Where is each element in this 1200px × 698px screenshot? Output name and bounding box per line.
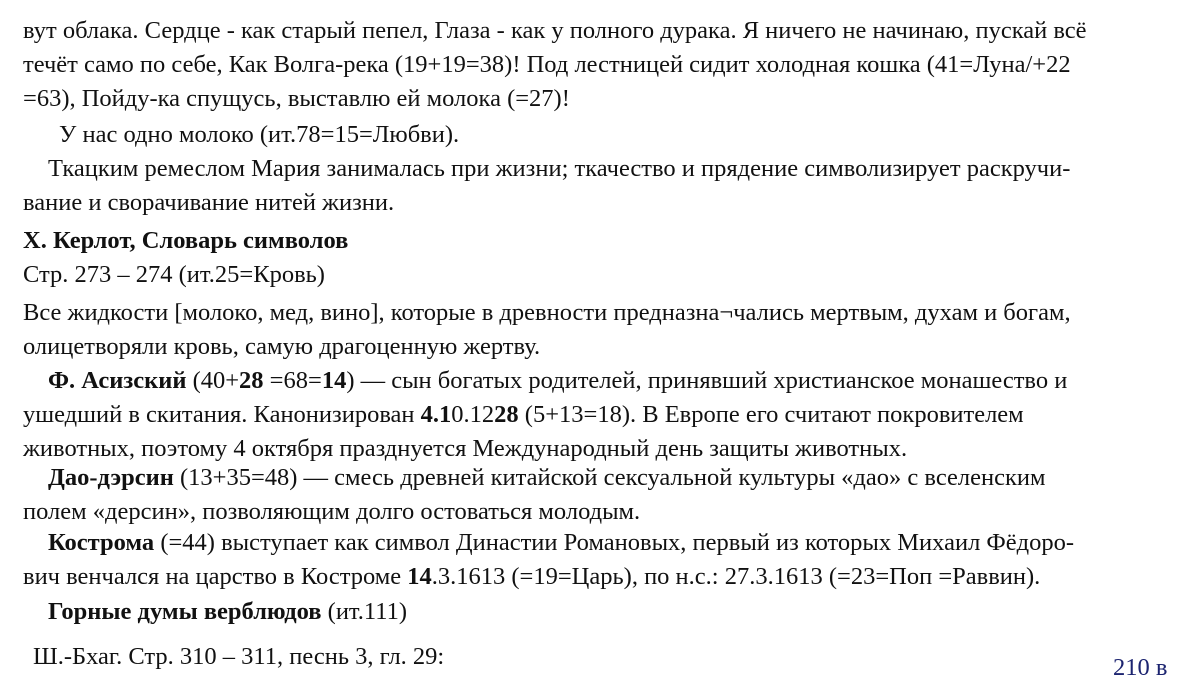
entry-text: .3.1613 (=19=Царь), по н.с.: 27.3.1613 (=23=Поп =Раввин). [431, 563, 1041, 590]
section-heading: Х. Керлот, Словарь символов [23, 227, 349, 254]
text-line [23, 403, 1024, 428]
entry-text: ) — сын богатых родителей, принявший христианское монашество и [346, 367, 1068, 394]
text-line: вание и сворачивание нитей жизни. [23, 189, 395, 216]
entry-text: ушедший в скитания. Канонизирован [23, 401, 421, 428]
text-line: У нас одно молоко (ит.78=15=Любви). [59, 121, 460, 148]
entry-kostroma [48, 531, 1074, 556]
text-line: Все жидкости [молоко, мед, вино], которые в древности предназна¬чались мертвым, духам и богам, [23, 299, 1071, 326]
entry-text: (13+35=48) — смесь древней китайской сексуальной культуры «дао» с вселенским [173, 464, 1046, 491]
text-line: животных, поэтому 4 октября празднуется Международный день защиты животных. [23, 435, 908, 462]
text-line: олицетворяли кровь, самую драгоценную жертву. [23, 333, 541, 360]
entry-text: (5+13=18). В Европе его считают покровителем [518, 401, 1024, 428]
entry-text: (ит.111) [321, 598, 408, 625]
bold-number: 4.1 [420, 401, 452, 428]
entry-term: Ф. Асизский [48, 367, 187, 394]
entry-camels [48, 600, 407, 625]
entry-text: (40+ [186, 367, 240, 394]
entry-term: Горные думы верблюдов [48, 598, 322, 625]
entry-dao-dersin [48, 466, 1045, 491]
page-reference: Ш.-Бхаг. Стр. 310 – 311, песнь 3, гл. 29: [33, 643, 445, 670]
text-line [23, 565, 1040, 590]
text-line: течёт само по себе, Как Волга-река (19+19=38)! Под лестницей сидит холодная кошка (41=Луна/+22 [23, 51, 1071, 78]
text-line: Ткацким ремеслом Мария занималась при жизни; ткачество и прядение символизирует раскручи- [48, 155, 1071, 182]
text-line: =63), Пойду-ка спущусь, выставлю ей молока (=27)! [23, 85, 570, 112]
bold-number: 28 [494, 401, 519, 428]
bold-number: 14 [321, 367, 347, 394]
entry-term: Кострома [48, 529, 155, 556]
entry-assisi [48, 369, 1067, 394]
entry-text: вич венчался на царство в Костроме [23, 563, 408, 590]
bold-number: 28 [239, 367, 264, 394]
entry-text: (=44) выступает как символ Династии Романовых, первый из которых Михаил Фёдоро- [154, 529, 1075, 556]
page-number: 210 в [1113, 654, 1168, 681]
entry-text: =68= [263, 367, 322, 394]
text-line: вут облака. Сердце - как старый пепел, Глаза - как у полного дурака. Я ничего не начинаю, пускай всё [23, 17, 1087, 44]
entry-term: Дао-дэрсин [48, 464, 174, 491]
entry-text: 0.12 [451, 401, 495, 428]
text-line: полем «дерсин», позволяющим долго остоваться молодым. [23, 498, 641, 525]
bold-number: 14 [407, 563, 432, 590]
page-reference: Стр. 273 – 274 (ит.25=Кровь) [23, 261, 325, 288]
